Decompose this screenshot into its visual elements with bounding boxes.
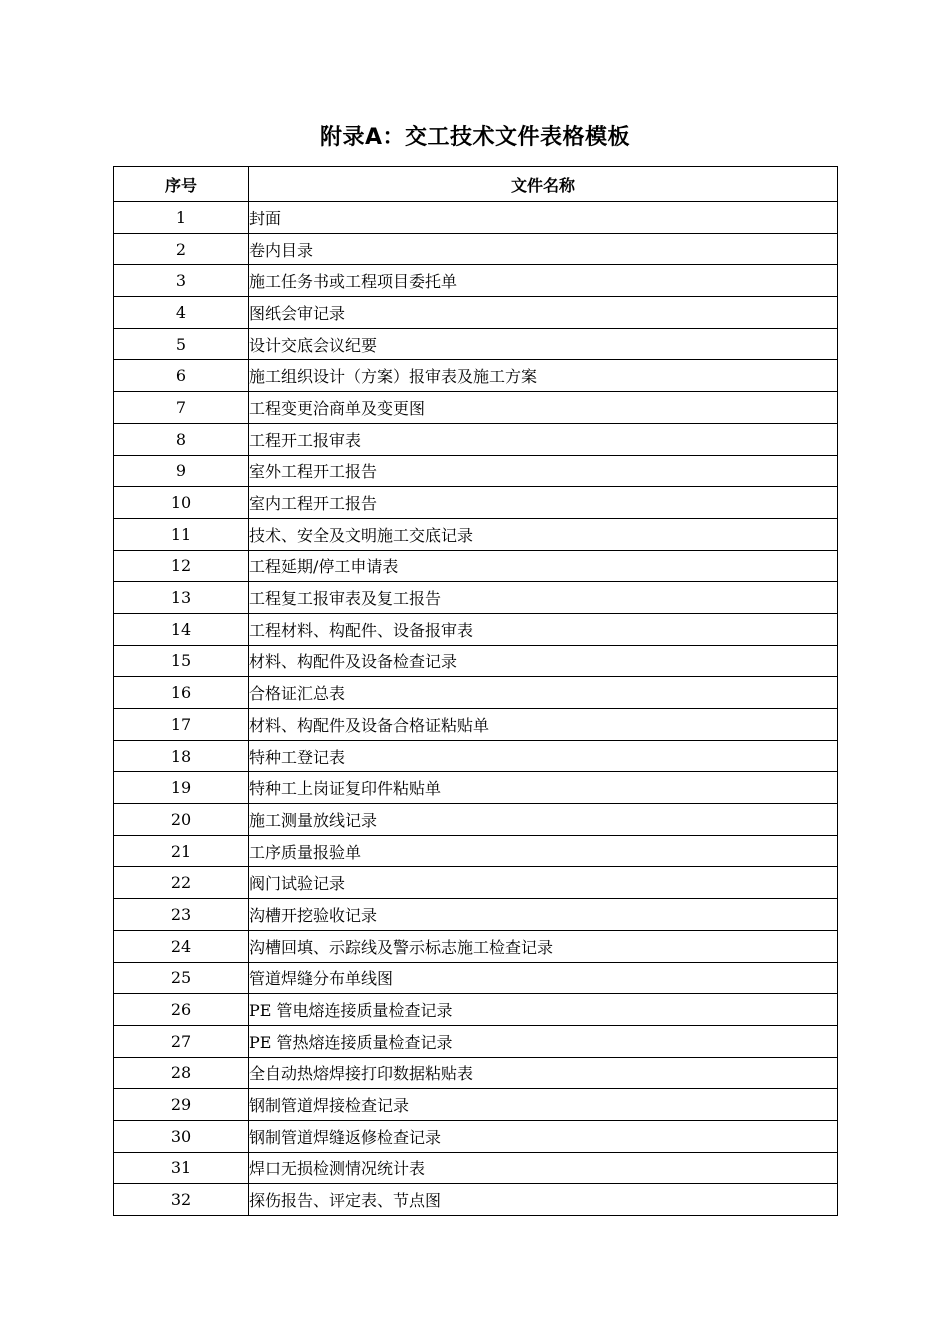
row-file-name: 焊口无损检测情况统计表 xyxy=(249,1152,838,1184)
table-row xyxy=(114,709,838,741)
row-file-name: 施工任务书或工程项目委托单 xyxy=(249,265,838,297)
table-row xyxy=(114,930,838,962)
table-row xyxy=(114,265,838,297)
row-number: 32 xyxy=(114,1184,249,1216)
row-number: 7 xyxy=(114,392,249,424)
row-number: 10 xyxy=(114,487,249,519)
row-file-name: 材料、构配件及设备合格证粘贴单 xyxy=(249,709,838,741)
row-file-name: 工程材料、构配件、设备报审表 xyxy=(249,613,838,645)
document-table xyxy=(113,166,838,1216)
page-title: 附录A：交工技术文件表格模板 xyxy=(319,125,631,150)
table-body xyxy=(114,202,838,1216)
row-file-name: 工程开工报审表 xyxy=(249,423,838,455)
row-file-name: 工程复工报审表及复工报告 xyxy=(249,582,838,614)
row-number: 27 xyxy=(114,1025,249,1057)
row-file-name: 管道焊缝分布单线图 xyxy=(249,962,838,994)
row-file-name: 封面 xyxy=(249,202,838,234)
column-header-name: 文件名称 xyxy=(249,167,838,202)
row-file-name: 室外工程开工报告 xyxy=(249,455,838,487)
table-row xyxy=(114,613,838,645)
row-number: 18 xyxy=(114,740,249,772)
row-file-name: 阀门试验记录 xyxy=(249,867,838,899)
row-number: 29 xyxy=(114,1089,249,1121)
table-row xyxy=(114,455,838,487)
table-row xyxy=(114,1089,838,1121)
table-row xyxy=(114,867,838,899)
row-file-name: 特种工登记表 xyxy=(249,740,838,772)
row-file-name: PE 管热熔连接质量检查记录 xyxy=(249,1025,838,1057)
row-number: 3 xyxy=(114,265,249,297)
row-file-name: 沟槽回填、示踪线及警示标志施工检查记录 xyxy=(249,930,838,962)
table-row xyxy=(114,1057,838,1089)
row-number: 21 xyxy=(114,835,249,867)
row-number: 24 xyxy=(114,930,249,962)
row-number: 15 xyxy=(114,645,249,677)
row-file-name: 卷内目录 xyxy=(249,233,838,265)
row-number: 22 xyxy=(114,867,249,899)
row-number: 25 xyxy=(114,962,249,994)
table-row xyxy=(114,487,838,519)
table-row xyxy=(114,772,838,804)
row-number: 23 xyxy=(114,899,249,931)
row-number: 6 xyxy=(114,360,249,392)
row-number: 19 xyxy=(114,772,249,804)
row-file-name: PE 管电熔连接质量检查记录 xyxy=(249,994,838,1026)
row-file-name: 材料、构配件及设备检查记录 xyxy=(249,645,838,677)
row-number: 14 xyxy=(114,613,249,645)
row-number: 8 xyxy=(114,423,249,455)
row-file-name: 钢制管道焊缝返修检查记录 xyxy=(249,1120,838,1152)
row-number: 26 xyxy=(114,994,249,1026)
table-row xyxy=(114,994,838,1026)
table-row xyxy=(114,835,838,867)
row-file-name: 探伤报告、评定表、节点图 xyxy=(249,1184,838,1216)
row-file-name: 施工测量放线记录 xyxy=(249,804,838,836)
row-number: 11 xyxy=(114,518,249,550)
row-number: 16 xyxy=(114,677,249,709)
row-number: 4 xyxy=(114,297,249,329)
table-row xyxy=(114,202,838,234)
table-row xyxy=(114,962,838,994)
table-row xyxy=(114,360,838,392)
row-file-name: 全自动热熔焊接打印数据粘贴表 xyxy=(249,1057,838,1089)
row-number: 28 xyxy=(114,1057,249,1089)
table-row xyxy=(114,297,838,329)
row-number: 17 xyxy=(114,709,249,741)
table-row xyxy=(114,804,838,836)
row-file-name: 室内工程开工报告 xyxy=(249,487,838,519)
column-header-number: 序号 xyxy=(114,167,249,202)
row-number: 20 xyxy=(114,804,249,836)
table-row xyxy=(114,677,838,709)
row-file-name: 设计交底会议纪要 xyxy=(249,328,838,360)
table-row xyxy=(114,1152,838,1184)
table-header-row xyxy=(114,167,838,202)
row-number: 12 xyxy=(114,550,249,582)
row-number: 5 xyxy=(114,328,249,360)
table-row xyxy=(114,328,838,360)
row-file-name: 特种工上岗证复印件粘贴单 xyxy=(249,772,838,804)
row-file-name: 技术、安全及文明施工交底记录 xyxy=(249,518,838,550)
row-number: 2 xyxy=(114,233,249,265)
row-number: 1 xyxy=(114,202,249,234)
table-row xyxy=(114,1025,838,1057)
table-row xyxy=(114,740,838,772)
table-row xyxy=(114,1120,838,1152)
row-file-name: 图纸会审记录 xyxy=(249,297,838,329)
row-number: 30 xyxy=(114,1120,249,1152)
row-number: 9 xyxy=(114,455,249,487)
row-file-name: 工程变更洽商单及变更图 xyxy=(249,392,838,424)
row-file-name: 工序质量报验单 xyxy=(249,835,838,867)
table-row xyxy=(114,233,838,265)
table-row xyxy=(114,423,838,455)
table-row xyxy=(114,899,838,931)
table-row xyxy=(114,645,838,677)
row-file-name: 钢制管道焊接检查记录 xyxy=(249,1089,838,1121)
table-row xyxy=(114,518,838,550)
row-number: 31 xyxy=(114,1152,249,1184)
table-row xyxy=(114,550,838,582)
row-file-name: 施工组织设计（方案）报审表及施工方案 xyxy=(249,360,838,392)
table-row xyxy=(114,1184,838,1216)
row-file-name: 沟槽开挖验收记录 xyxy=(249,899,838,931)
row-file-name: 合格证汇总表 xyxy=(249,677,838,709)
table-row xyxy=(114,582,838,614)
row-number: 13 xyxy=(114,582,249,614)
table-row xyxy=(114,392,838,424)
row-file-name: 工程延期/停工申请表 xyxy=(249,550,838,582)
